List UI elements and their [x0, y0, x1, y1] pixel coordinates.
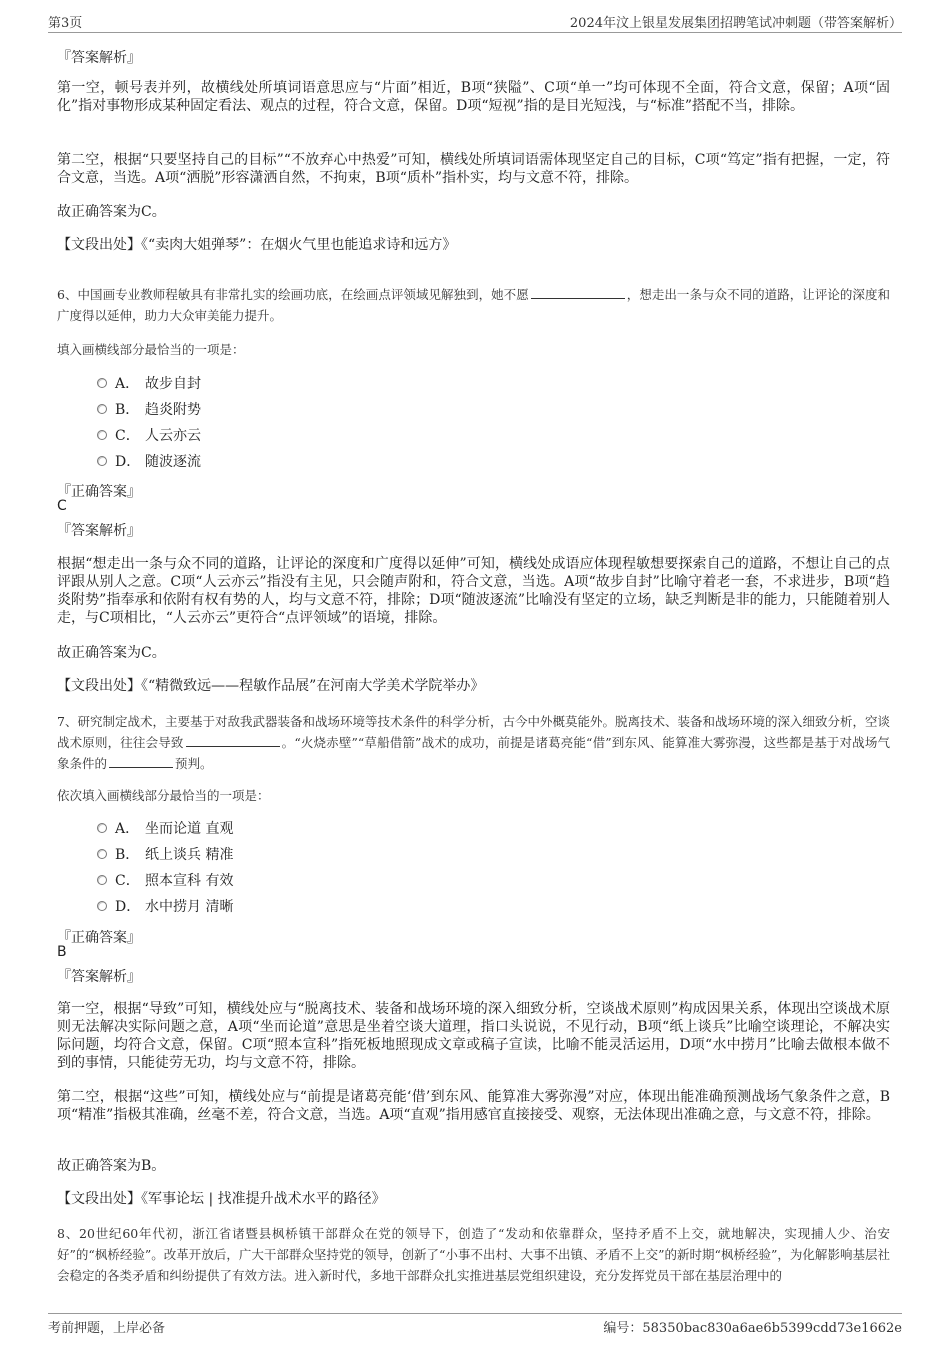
q7-blank-2 — [109, 754, 173, 768]
q5-analysis-para-2: 第二空，根据“只要坚持自己的目标”“不放弃心中热爱”可知，横线处所填词语需体现坚定自己的目标，C项“笃定”指有把握，一定，符合文意，当选。A项“洒脱”形容潇洒自然，不拘束，B项“质朴”指朴实，均与文意不符，排除。 — [57, 152, 890, 186]
q7-option-d[interactable]: D． 水中捞月 清晰 — [97, 897, 233, 917]
q7-correct-label: 『正确答案』 — [57, 930, 141, 946]
radio-icon[interactable] — [97, 378, 107, 388]
q6-conclusion: 故正确答案为C。 — [57, 645, 166, 661]
q6-option-a[interactable]: A． 故步自封 — [97, 374, 201, 394]
radio-icon[interactable] — [97, 875, 107, 885]
radio-icon[interactable] — [97, 849, 107, 859]
q6-option-c[interactable]: C． 人云亦云 — [97, 426, 201, 446]
q7-analysis-para-1: 第一空，根据“导致”可知，横线处应与“脱离技术、装备和战场环境的深入细致分析，空谈战术原则”构成因果关系，体现出空谈战术原则无法解决实际问题之意，A项“坐而论道”意思是坐着空谈大道理，指口头说说，不见行动，B项“纸上谈兵”比喻空谈理论，不解决实际问题，均符合文意，保留。C项“照本宣科”指死板地照现成文章或稿子宣读，比喻不能灵活运用，D项“水中捞月”比喻去做根本做不到的事情，只能徒劳无功，均与文意不符，排除。 — [57, 1001, 890, 1071]
q6-correct-label: 『正确答案』 — [57, 484, 141, 500]
q7-option-b[interactable]: B． 纸上谈兵 精准 — [97, 845, 233, 865]
radio-icon[interactable] — [97, 430, 107, 440]
q8-stem: 8、20世纪60年代初，浙江省诸暨县枫桥镇干部群众在党的领导下，创造了“发动和依靠群众，坚持矛盾不上交，就地解决，实现捕人少、治安好”的“枫桥经验”。改革开放后，广大干部群众坚持党的领导，创新了“小事不出村、大事不出镇、矛盾不上交”的新时期“枫桥经验”，为化解影响基层社会稳定的各类矛盾和纠纷提供了有效方法。进入新时代，多地干部群众扎实推进基层党组织建设，充分发挥党员干部在基层治理中的 — [57, 1226, 890, 1283]
q7-stem: 7、研究制定战术，主要基于对敌我武器装备和战场环境等技术条件的科学分析，古今中外概莫能外。脱离技术、装备和战场环境的深入细致分析，空谈战术原则，往往会导致 。“火烧赤壁”“草船借箭”战术的成功，前提是诸葛亮能“借”到东风、能算准大雾弥漫，这些都是基于对战场气象条件的 预判。 — [57, 714, 890, 771]
footer-slogan: 考前押题，上岸必备 — [48, 1321, 166, 1336]
q5-analysis-label: 『答案解析』 — [57, 50, 141, 66]
q7-option-c[interactable]: C． 照本宣科 有效 — [97, 871, 233, 891]
radio-icon[interactable] — [97, 901, 107, 911]
q5-analysis-para-1: 第一空，顿号表并列，故横线处所填词语意思应与“片面”相近，B项“狭隘”、C项“单一”均可体现不全面，符合文意，保留；A项“固化”指对事物形成某种固定看法、观点的过程，符合文意，保留。D项“短视”指的是目光短浅，与“标准”搭配不当，排除。 — [57, 80, 890, 114]
q7-analysis-label: 『答案解析』 — [57, 969, 141, 985]
q6-stem: 6、中国画专业教师程敏具有非常扎实的绘画功底，在绘画点评领域见解独到，她不愿 ，想走出一条与众不同的道路，让评论的深度和广度得以延伸，助力大众审美能力提升。 — [57, 287, 890, 323]
q5-source: 【文段出处】《“卖肉大姐弹琴”：在烟火气里也能追求诗和远方》 — [57, 237, 457, 253]
q6-correct-answer: C — [57, 498, 67, 514]
q6-source: 【文段出处】《“精微致远——程敏作品展”在河南大学美术学院举办》 — [57, 678, 485, 694]
q6-analysis-label: 『答案解析』 — [57, 523, 141, 539]
page-header — [48, 12, 902, 33]
q5-conclusion: 故正确答案为C。 — [57, 204, 166, 220]
q7-correct-answer: B — [57, 944, 67, 960]
q6-option-b[interactable]: B． 趋炎附势 — [97, 400, 201, 420]
document-title: 2024年汶上银星发展集团招聘笔试冲刺题（带答案解析） — [569, 16, 902, 31]
q6-instruction: 填入画横线部分最恰当的一项是： — [57, 342, 245, 357]
document-code: 编号：58350bac830a6ae6b5399cdd73e1662e — [603, 1321, 902, 1336]
q6-blank — [531, 285, 625, 299]
q6-option-d[interactable]: D． 随波逐流 — [97, 452, 201, 472]
radio-icon[interactable] — [97, 404, 107, 414]
q7-analysis-para-2: 第二空，根据“这些”可知，横线处应与“前提是诸葛亮能‘借’到东风、能算准大雾弥漫”对应，体现出能准确预测战场气象条件之意，B项“精准”指极其准确，丝毫不差，符合文意，当选。A项“直观”指用感官直接接受、观察，无法体现出准确之意，与文意不符，排除。 — [57, 1089, 890, 1123]
page-footer — [48, 1313, 902, 1336]
q7-source: 【文段出处】《军事论坛 | 找准提升战术水平的路径》 — [57, 1191, 386, 1207]
radio-icon[interactable] — [97, 456, 107, 466]
radio-icon[interactable] — [97, 823, 107, 833]
q7-conclusion: 故正确答案为B。 — [57, 1158, 166, 1174]
q7-instruction: 依次填入画横线部分最恰当的一项是： — [57, 788, 270, 803]
q6-analysis-para: 根据“想走出一条与众不同的道路，让评论的深度和广度得以延伸”可知，横线处成语应体现程敏想要探索自己的道路，不想让自己的点评跟从别人之意。C项“人云亦云”指没有主见，只会随声附和，符合文意，当选。A项“故步自封”比喻守着老一套，不求进步，B项“趋炎附势”指奉承和依附有权有势的人，均与文意不符，排除；D项“随波逐流”比喻没有坚定的立场，缺乏判断是非的能力，只能随着别人走，与C项相比，“人云亦云”更符合“点评领域”的语境，排除。 — [57, 556, 890, 626]
q7-blank-1 — [186, 733, 280, 747]
page-number: 第3页 — [48, 16, 83, 31]
q7-option-a[interactable]: A． 坐而论道 直观 — [97, 819, 233, 839]
